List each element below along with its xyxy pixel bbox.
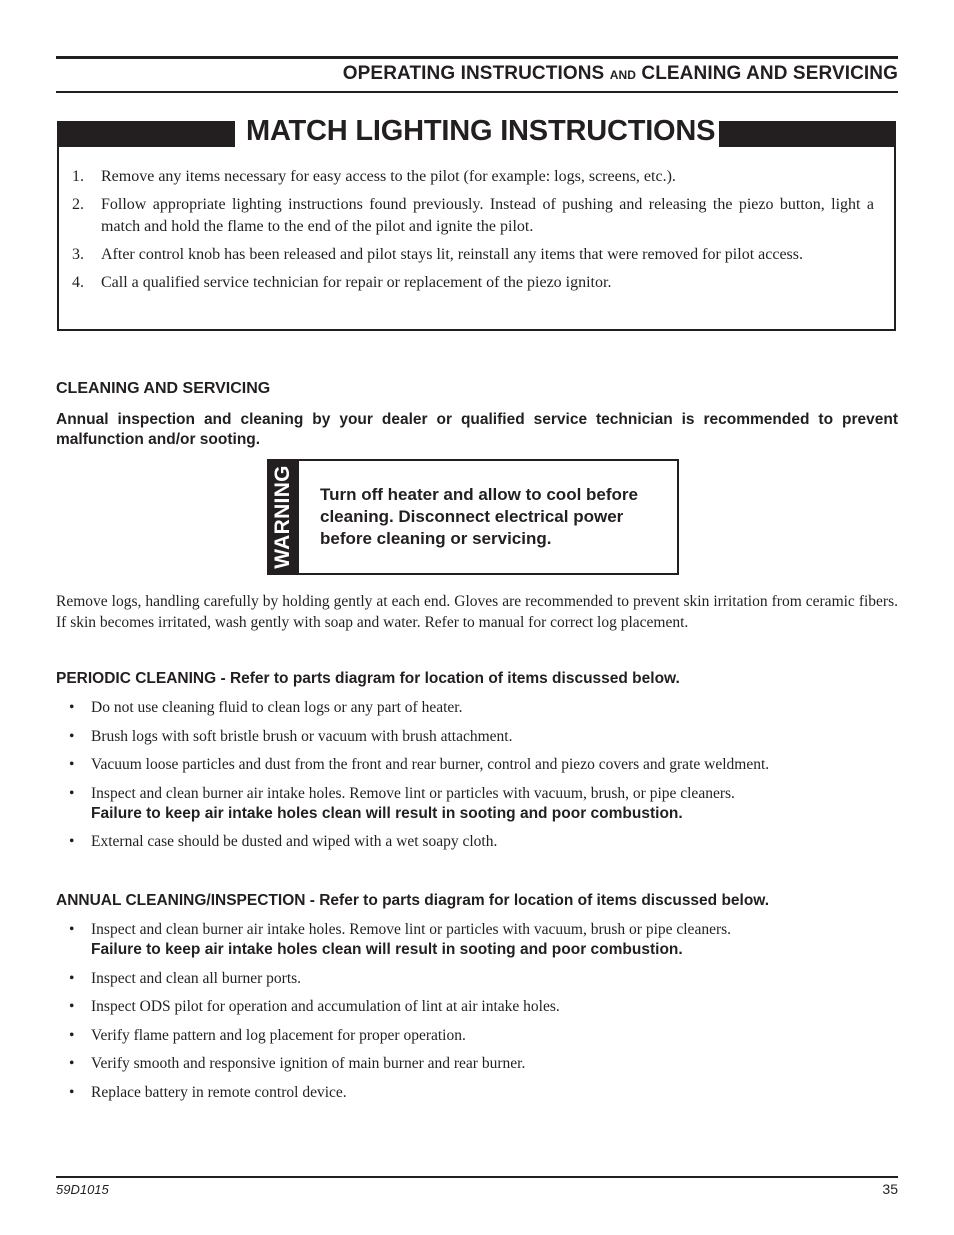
header-rule-top [56, 56, 898, 59]
list-item [56, 920, 898, 960]
bullet: • [69, 1026, 75, 1044]
list-item [70, 194, 874, 238]
bullet: • [69, 833, 75, 850]
bullet: • [69, 784, 75, 802]
header-title-small: AND [609, 68, 636, 82]
item-text: Inspect and clean burner air intake holes. Remove lint or particles with vacuum, brush, or pipe cleaners. [91, 784, 735, 802]
periodic-cleaning-list [56, 698, 898, 861]
item-text: Replace battery in remote control device. [91, 1083, 347, 1101]
item-text: Brush logs with soft bristle brush or vacuum with brush attachment. [91, 727, 513, 745]
warning-label: WARNING [271, 465, 294, 569]
bullet: • [69, 998, 75, 1015]
item-warning: Failure to keep air intake holes clean will result in sooting and poor combustion. [91, 941, 683, 958]
list-item [56, 698, 898, 718]
step-text: Remove any items necessary for easy access to the pilot (for example: logs, screens, etc.). [101, 168, 676, 185]
header-title-part1: OPERATING INSTRUCTIONS [342, 63, 610, 84]
log-handling-paragraph: Remove logs, handling carefully by holding gently at each end. Gloves are recommended to prevent skin irritation from ceramic fibers. If skin becomes irritated, wash gently with soap and water. Refer to manual for correct log placement. [56, 593, 898, 631]
list-item [56, 784, 898, 824]
list-item [56, 1054, 898, 1074]
match-lighting-title: MATCH LIGHTING INSTRUCTIONS [246, 115, 716, 147]
list-item [56, 832, 898, 852]
header-rule-bottom [56, 91, 898, 93]
match-title-bar-right [719, 121, 896, 147]
step-text: After control knob has been released and pilot stays lit, reinstall any items that were removed for pilot access. [101, 246, 803, 263]
match-lighting-steps [70, 166, 874, 300]
list-item [56, 1026, 898, 1046]
item-text: Vacuum loose particles and dust from the front and rear burner, control and piezo covers and grate weldment. [91, 756, 770, 773]
periodic-cleaning-heading: PERIODIC CLEANING - Refer to parts diagram for location of items discussed below. [56, 670, 680, 687]
header-title-part2: CLEANING AND SERVICING [636, 63, 898, 84]
bullet: • [69, 1083, 75, 1101]
step-number: 3. [72, 246, 84, 263]
warning-label-wrap [267, 459, 299, 575]
bullet: • [69, 1055, 75, 1072]
step-text: Follow appropriate lighting instructions found previously. Instead of pushing and releasing the piezo button, light a match and hold the flame to the end of the pilot and ignite the pilot. [101, 196, 874, 235]
footer-rule [56, 1176, 898, 1178]
item-text: Verify flame pattern and log placement for proper operation. [91, 1026, 466, 1044]
warning-text: Turn off heater and allow to cool before cleaning. Disconnect electrical power before cleaning or servicing. [320, 485, 638, 548]
page-number: 35 [882, 1181, 898, 1197]
bullet: • [69, 699, 75, 716]
document-number: 59D1015 [56, 1182, 109, 1197]
bullet: • [69, 969, 75, 987]
bullet: • [69, 727, 75, 745]
step-number: 1. [72, 168, 84, 185]
match-title-bar-left [57, 121, 235, 147]
cleaning-intro: Annual inspection and cleaning by your dealer or qualified service technician is recommended to prevent malfunction and/or sooting. [56, 411, 898, 448]
list-item [56, 755, 898, 775]
item-text: Inspect and clean burner air intake holes. Remove lint or particles with vacuum, brush or pipe cleaners. [91, 921, 732, 938]
list-item [56, 1083, 898, 1103]
list-item [56, 727, 898, 747]
annual-cleaning-heading: ANNUAL CLEANING/INSPECTION - Refer to parts diagram for location of items discussed below. [56, 892, 770, 909]
item-warning: Failure to keep air intake holes clean will result in sooting and poor combustion. [91, 804, 683, 822]
list-item [56, 969, 898, 989]
step-text: Call a qualified service technician for repair or replacement of the piezo ignitor. [101, 274, 612, 291]
item-text: External case should be dusted and wiped with a wet soapy cloth. [91, 833, 498, 850]
bullet: • [69, 921, 75, 938]
cleaning-servicing-heading: CLEANING AND SERVICING [56, 380, 271, 397]
bullet: • [69, 756, 75, 773]
item-text: Inspect ODS pilot for operation and accumulation of lint at air intake holes. [91, 998, 560, 1015]
item-text: Inspect and clean all burner ports. [91, 969, 302, 987]
list-item [70, 166, 874, 188]
annual-cleaning-list [56, 920, 898, 1111]
list-item [70, 272, 874, 294]
list-item [70, 244, 874, 266]
step-number: 2. [72, 196, 84, 213]
page-header-title [343, 63, 898, 85]
item-text: Do not use cleaning fluid to clean logs or any part of heater. [91, 699, 463, 716]
item-text: Verify smooth and responsive ignition of main burner and rear burner. [91, 1055, 526, 1072]
step-number: 4. [72, 274, 84, 291]
list-item [56, 997, 898, 1017]
